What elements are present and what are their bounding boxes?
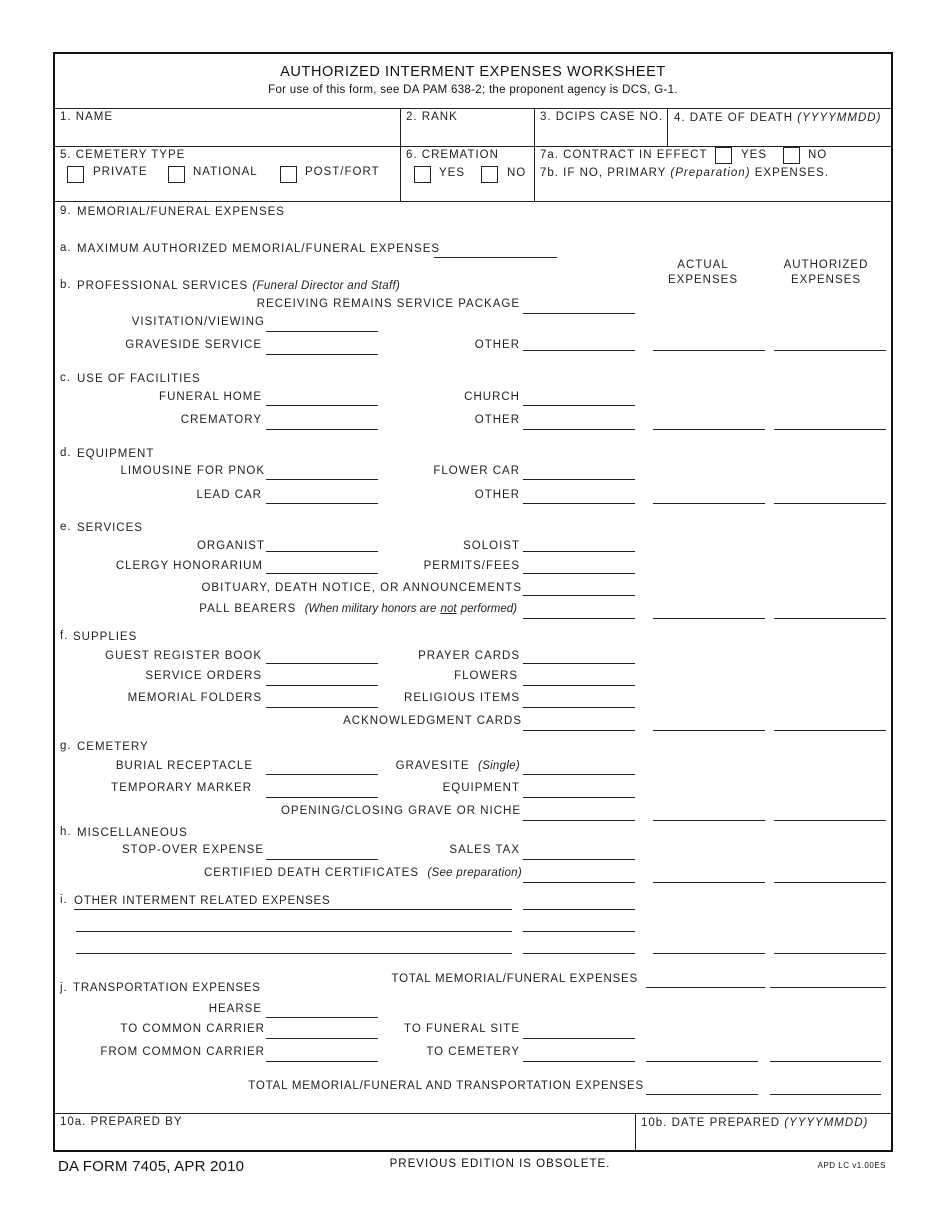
other-interment-amount-2[interactable]	[523, 931, 635, 932]
authorized-d-field[interactable]	[774, 503, 886, 504]
permits-field[interactable]	[523, 573, 635, 574]
name-label: 1. NAME	[60, 111, 114, 123]
prayer-cards-label: PRAYER CARDS	[418, 650, 520, 662]
receiving-remains-field[interactable]	[523, 313, 635, 314]
soloist-field[interactable]	[523, 551, 635, 552]
other-d-field[interactable]	[523, 503, 635, 504]
guest-register-label: GUEST REGISTER BOOK	[105, 650, 262, 662]
gravesite-label: GRAVESITE (Single)	[395, 760, 520, 772]
total-memorial-actual[interactable]	[646, 987, 765, 988]
visitation-field[interactable]	[266, 331, 378, 332]
contract-label: 7a. CONTRACT IN EFFECT	[540, 149, 708, 161]
col-authorized-l2: EXPENSES	[791, 274, 861, 286]
divider	[400, 108, 401, 201]
sec9i-letter: i.	[60, 894, 68, 906]
obituary-label: OBITUARY, DEATH NOTICE, OR ANNOUNCEMENTS	[201, 582, 522, 594]
sec9-title: MEMORIAL/FUNERAL EXPENSES	[77, 206, 285, 218]
to-funeral-site-label: TO FUNERAL SITE	[404, 1023, 520, 1035]
version-label: APD LC v1.00ES	[817, 1161, 886, 1170]
to-common-carrier-label: TO COMMON CARRIER	[120, 1023, 265, 1035]
sec9a-letter: a.	[60, 242, 72, 254]
obsolete-notice: PREVIOUS EDITION IS OBSOLETE.	[389, 1158, 611, 1170]
postfort-label: POST/FORT	[305, 166, 380, 178]
divider	[55, 201, 891, 202]
to-cemetery-label: TO CEMETERY	[426, 1046, 520, 1058]
temporary-marker-label: TEMPORARY MARKER	[111, 782, 252, 794]
other-c-label: OTHER	[474, 414, 520, 426]
authorized-h-field[interactable]	[774, 882, 886, 883]
sec9-number: 9.	[60, 205, 72, 217]
authorized-f-field[interactable]	[774, 730, 886, 731]
graveside-label: GRAVESIDE SERVICE	[125, 339, 262, 351]
clergy-label: CLERGY HONORARIUM	[115, 560, 263, 572]
organist-label: ORGANIST	[196, 540, 265, 552]
religious-items-field[interactable]	[523, 707, 635, 708]
authorized-j-field[interactable]	[770, 1061, 881, 1062]
other-b-label: OTHER	[474, 339, 520, 351]
actual-f-field[interactable]	[653, 730, 765, 731]
form-number: DA FORM 7405, APR 2010	[58, 1158, 245, 1175]
facilities-label: USE OF FACILITIES	[77, 373, 201, 385]
divider	[55, 108, 891, 109]
burial-receptacle-field[interactable]	[266, 774, 378, 775]
flower-car-field[interactable]	[523, 479, 635, 480]
soloist-label: SOLOIST	[463, 540, 520, 552]
actual-h-field[interactable]	[653, 882, 765, 883]
opening-closing-label: OPENING/CLOSING GRAVE OR NICHE	[280, 805, 521, 817]
actual-e-field[interactable]	[653, 618, 765, 619]
supplies-label: SUPPLIES	[73, 631, 138, 643]
sec9j-letter: j.	[60, 982, 68, 994]
col-authorized-l1: AUTHORIZED	[783, 259, 869, 271]
divider	[635, 1113, 636, 1151]
flowers-label: FLOWERS	[454, 670, 518, 682]
stopover-label: STOP-OVER EXPENSE	[121, 844, 264, 856]
temporary-marker-field[interactable]	[266, 797, 378, 798]
dcips-field[interactable]	[536, 124, 666, 145]
sec9d-letter: d.	[60, 447, 72, 459]
divider	[534, 108, 535, 201]
cremation-yes-label: YES	[439, 167, 466, 179]
contract-no-checkbox[interactable]	[783, 147, 800, 164]
stopover-field[interactable]	[266, 859, 378, 860]
sales-tax-field[interactable]	[523, 859, 635, 860]
prepared-by-label: 10a. PREPARED BY	[60, 1116, 183, 1128]
authorized-i-field[interactable]	[774, 953, 886, 954]
crematory-label: CREMATORY	[180, 414, 262, 426]
form-subtitle: For use of this form, see DA PAM 638-2; the proponent agency is DCS, G-1.	[268, 84, 678, 96]
col-actual-l1: ACTUAL	[677, 259, 729, 271]
divider	[55, 1113, 891, 1114]
sec9c-letter: c.	[60, 372, 71, 384]
church-field[interactable]	[523, 405, 635, 406]
rank-label: 2. RANK	[406, 111, 458, 123]
obituary-field[interactable]	[523, 595, 635, 596]
equipment-label: EQUIPMENT	[77, 448, 155, 460]
date-prepared-field[interactable]	[637, 1131, 890, 1150]
other-d-label: OTHER	[474, 489, 520, 501]
lead-car-field[interactable]	[266, 503, 378, 504]
sec9h-letter: h.	[60, 826, 72, 838]
certified-death-field[interactable]	[523, 882, 635, 883]
prayer-cards-field[interactable]	[523, 663, 635, 664]
visitation-label: VISITATION/VIEWING	[131, 316, 265, 328]
sec9g-letter: g.	[60, 740, 72, 752]
services-label: SERVICES	[77, 522, 143, 534]
sec9f-letter: f.	[60, 630, 69, 642]
actual-b-field[interactable]	[653, 350, 765, 351]
other-interment-line-1[interactable]	[74, 909, 512, 910]
cremation-label: 6. CREMATION	[406, 149, 499, 161]
divider	[667, 108, 668, 146]
contract-yes-label: YES	[741, 149, 768, 161]
total-all-actual[interactable]	[646, 1094, 758, 1095]
total-all-authorized[interactable]	[770, 1094, 881, 1095]
cemetery-type-label: 5. CEMETERY TYPE	[60, 149, 186, 161]
other-interment-line-3[interactable]	[76, 953, 512, 954]
from-common-carrier-label: FROM COMMON CARRIER	[100, 1046, 265, 1058]
equipment-g-field[interactable]	[523, 797, 635, 798]
actual-i-field[interactable]	[653, 953, 765, 954]
private-checkbox[interactable]	[67, 166, 84, 183]
other-interment-line-2[interactable]	[76, 931, 512, 932]
service-orders-field[interactable]	[266, 685, 378, 686]
permits-label: PERMITS/FEES	[423, 560, 520, 572]
total-all-label: TOTAL MEMORIAL/FUNERAL AND TRANSPORTATION EXPENSES	[248, 1080, 644, 1092]
graveside-field[interactable]	[266, 354, 378, 355]
receiving-remains-label: RECEIVING REMAINS SERVICE PACKAGE	[256, 298, 520, 310]
dcips-label: 3. DCIPS CASE NO.	[540, 111, 664, 123]
other-interment-label: OTHER INTERMENT RELATED EXPENSES	[74, 895, 331, 907]
sec9e-letter: e.	[60, 521, 72, 533]
divider	[55, 146, 891, 147]
memorial-folders-field[interactable]	[266, 707, 378, 708]
gravesite-field[interactable]	[523, 774, 635, 775]
pall-bearers-field[interactable]	[523, 618, 635, 619]
to-common-carrier-field[interactable]	[266, 1038, 378, 1039]
actual-d-field[interactable]	[653, 503, 765, 504]
cemetery-label: CEMETERY	[77, 741, 149, 753]
religious-items-label: RELIGIOUS ITEMS	[404, 692, 520, 704]
clergy-field[interactable]	[266, 573, 378, 574]
primary-label: 7b. IF NO, PRIMARY (Preparation) EXPENSES.	[540, 167, 829, 179]
form-title: AUTHORIZED INTERMENT EXPENSES WORKSHEET	[280, 64, 666, 80]
crematory-field[interactable]	[266, 429, 378, 430]
guest-register-field[interactable]	[266, 663, 378, 664]
rank-field[interactable]	[402, 124, 533, 145]
opening-closing-field[interactable]	[523, 820, 635, 821]
limousine-label: LIMOUSINE FOR PNOK	[120, 465, 265, 477]
total-memorial-authorized[interactable]	[770, 987, 886, 988]
name-field[interactable]	[56, 124, 399, 145]
memorial-folders-label: MEMORIAL FOLDERS	[127, 692, 262, 704]
equipment-g-label: EQUIPMENT	[442, 782, 520, 794]
funeral-home-field[interactable]	[266, 405, 378, 406]
authorized-b-field[interactable]	[774, 350, 886, 351]
cremation-yes-checkbox[interactable]	[414, 166, 431, 183]
sec9b-letter: b.	[60, 279, 72, 291]
limousine-field[interactable]	[266, 479, 378, 480]
professional-services-label: PROFESSIONAL SERVICES (Funeral Director and Staff)	[77, 280, 401, 292]
private-label: PRIVATE	[93, 166, 148, 178]
actual-j-field[interactable]	[646, 1061, 758, 1062]
actual-c-field[interactable]	[653, 429, 765, 430]
total-memorial-label: TOTAL MEMORIAL/FUNERAL EXPENSES	[391, 973, 638, 985]
actual-g-field[interactable]	[653, 820, 765, 821]
max-authorized-label: MAXIMUM AUTHORIZED MEMORIAL/FUNERAL EXPENSES	[77, 243, 441, 255]
certified-death-label: CERTIFIED DEATH CERTIFICATES (See preparation)	[204, 867, 522, 879]
acknowledgment-label: ACKNOWLEDGMENT CARDS	[343, 715, 522, 727]
to-cemetery-field[interactable]	[523, 1061, 635, 1062]
hearse-label: HEARSE	[208, 1003, 262, 1015]
date-of-death-label: 4. DATE OF DEATH (YYYYMMDD)	[674, 112, 882, 124]
prepared-by-field[interactable]	[56, 1130, 634, 1150]
other-b-field[interactable]	[523, 350, 635, 351]
max-authorized-field[interactable]	[434, 257, 557, 258]
other-interment-amount-1[interactable]	[523, 909, 635, 910]
contract-no-label: NO	[808, 149, 828, 161]
postfort-checkbox[interactable]	[280, 166, 297, 183]
sales-tax-label: SALES TAX	[449, 844, 520, 856]
funeral-home-label: FUNERAL HOME	[159, 391, 262, 403]
national-checkbox[interactable]	[168, 166, 185, 183]
burial-receptacle-label: BURIAL RECEPTACLE	[115, 760, 253, 772]
national-label: NATIONAL	[193, 166, 258, 178]
other-c-field[interactable]	[523, 429, 635, 430]
cremation-no-label: NO	[507, 167, 527, 179]
date-of-death-field[interactable]	[669, 126, 890, 145]
cremation-no-checkbox[interactable]	[481, 166, 498, 183]
from-common-carrier-field[interactable]	[266, 1061, 378, 1062]
other-interment-amount-3[interactable]	[523, 953, 635, 954]
transportation-label: TRANSPORTATION EXPENSES	[73, 982, 261, 994]
hearse-field[interactable]	[266, 1017, 378, 1018]
flower-car-label: FLOWER CAR	[433, 465, 520, 477]
pall-bearers-label: PALL BEARERS (When military honors are not performed)	[199, 603, 517, 615]
flowers-field[interactable]	[523, 685, 635, 686]
date-prepared-label: 10b. DATE PREPARED (YYYYMMDD)	[641, 1117, 869, 1129]
contract-yes-checkbox[interactable]	[715, 147, 732, 164]
col-actual-l2: EXPENSES	[668, 274, 738, 286]
church-label: CHURCH	[464, 391, 520, 403]
authorized-e-field[interactable]	[774, 618, 886, 619]
to-funeral-site-field[interactable]	[523, 1038, 635, 1039]
miscellaneous-label: MISCELLANEOUS	[77, 827, 188, 839]
organist-field[interactable]	[266, 551, 378, 552]
authorized-c-field[interactable]	[774, 429, 886, 430]
acknowledgment-field[interactable]	[523, 730, 635, 731]
lead-car-label: LEAD CAR	[196, 489, 262, 501]
authorized-g-field[interactable]	[774, 820, 886, 821]
service-orders-label: SERVICE ORDERS	[145, 670, 262, 682]
